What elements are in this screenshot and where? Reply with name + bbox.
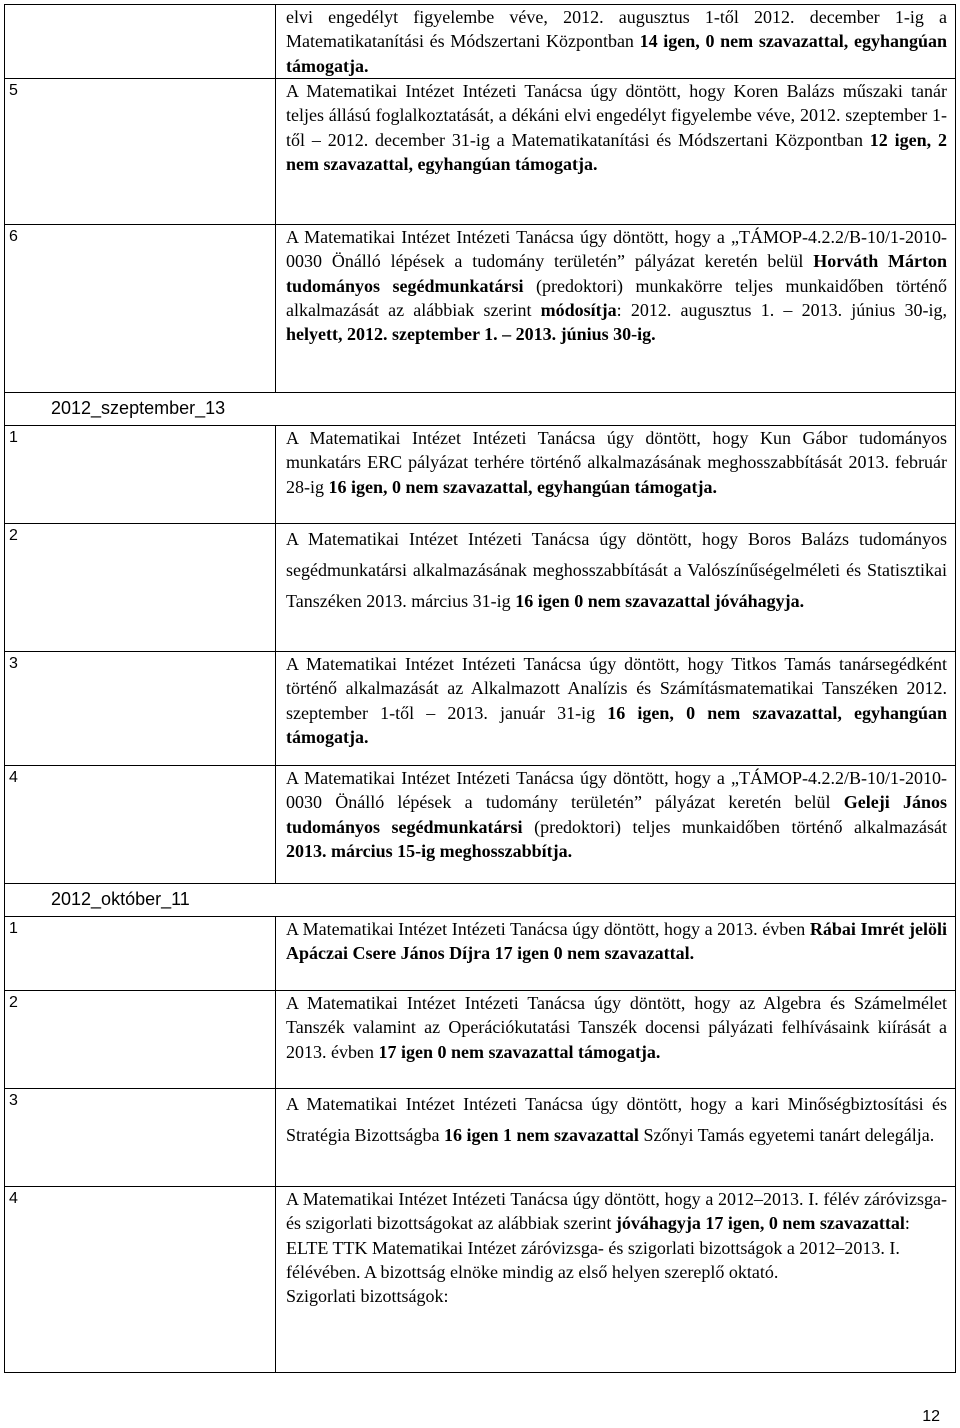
section-row (5, 393, 956, 426)
item-number: 3 (5, 1089, 276, 1187)
item-text (276, 225, 956, 393)
item-number (5, 5, 276, 79)
table-row (5, 991, 956, 1089)
item-number: 1 (5, 917, 276, 991)
bold-text-segment: 16 igen, 0 nem szavazattal, egyhangúan támogatja. (286, 702, 947, 747)
item-number: 4 (5, 766, 276, 884)
resolution-paragraph (286, 1187, 947, 1236)
section-heading: 2012_szeptember_13 (5, 393, 956, 426)
item-text (276, 766, 956, 884)
bold-text-segment: 16 igen 0 nem szavazattal jóváhagyja. (515, 591, 805, 611)
item-text (276, 426, 956, 524)
resolution-paragraph (286, 1089, 947, 1151)
table-row (5, 766, 956, 884)
table-row (5, 225, 956, 393)
text-segment: A Matematikai Intézet Intézeti Tanácsa úgy döntött, hogy Kun Gábor tudományos munkatárs ERC pályázat terhére történő alkalmazásának meghosszabbítását 2013. február 28-ig (286, 428, 947, 497)
text-segment: A Matematikai Intézet Intézeti Tanácsa úgy döntött, hogy a kari Minőségbiztosítási és Stratégia Bizottságba (286, 1094, 947, 1145)
table-row (5, 524, 956, 652)
bold-text-segment: Geleji János tudományos segédmunkatársi (286, 792, 947, 837)
text-segment: A Matematikai Intézet Intézeti Tanácsa úgy döntött, hogy Boros Balázs tudományos segédmunkatársi alkalmazásának meghosszabbítását a Valószínűségelméleti és Statisztikai Tanszéken 2013. március 31-ig (286, 529, 947, 611)
text-segment: A Matematikai Intézet Intézeti Tanácsa úgy döntött, hogy a 2013. évben (286, 919, 810, 939)
text-segment: A Matematikai Intézet Intézeti Tanácsa úgy döntött, hogy a „TÁMOP-4.2.2/B-10/1-2010-0030 Önálló lépések a tudomány területén” pályázat keretén belül (286, 227, 947, 272)
item-text (276, 524, 956, 652)
section-heading: 2012_október_11 (5, 884, 956, 917)
bold-text-segment: módosítja (540, 299, 617, 320)
page-number: 12 (922, 1408, 940, 1425)
extra-paragraph: Szigorlati bizottságok: (286, 1286, 449, 1307)
text-segment: (predoktori) teljes munkaidőben történő alkalmazását (522, 816, 947, 837)
table-row (5, 652, 956, 766)
text-segment: A Matematikai Intézet Intézeti Tanácsa úgy döntött, hogy a „TÁMOP-4.2.2/B-10/1-2010-0030 Önálló lépések a tudomány területén” pályázat keretén belül (286, 768, 947, 813)
table-row (5, 79, 956, 225)
item-number: 1 (5, 426, 276, 524)
bold-text-segment: jóváhagyja 17 igen, 0 nem szavazattal (615, 1213, 905, 1234)
bold-text-segment: 2013. március 15-ig meghosszabbítja. (286, 840, 573, 861)
bold-text-segment: Horváth Márton tudományos segédmunkatársi (286, 251, 948, 296)
item-text (276, 991, 956, 1089)
item-number: 6 (5, 225, 276, 393)
section-row (5, 884, 956, 917)
item-number: 2 (5, 991, 276, 1089)
bold-text-segment: 14 igen, 0 nem szavazattal, egyhangúan támogatja. (286, 31, 947, 76)
table-row (5, 1089, 956, 1187)
table-row (5, 1187, 956, 1373)
bold-text-segment: 16 igen 1 nem szavazattal (443, 1125, 639, 1145)
resolution-paragraph (286, 766, 947, 863)
minutes-table (4, 4, 956, 1373)
bold-text-segment: 16 igen, 0 nem szavazattal, egyhangúan támogatja. (328, 476, 717, 497)
item-text (276, 79, 956, 225)
bold-text-segment: 17 igen 0 nem szavazattal támogatja. (378, 1041, 661, 1062)
item-number: 5 (5, 79, 276, 225)
resolution-paragraph (286, 991, 947, 1064)
bold-text-segment: Rábai Imrét jelöli Apáczai Csere János Díjra 17 igen 0 nem szavazattal. (286, 919, 948, 964)
text-segment: A Matematikai Intézet Intézeti Tanácsa úgy döntött, hogy az Algebra és Számelmélet Tanszék valamint az Operációkutatási Tanszék docensi pályázati felhívásaink kiírását a 2013. évben (286, 993, 947, 1062)
text-segment: A Matematikai Intézet Intézeti Tanácsa úgy döntött, hogy Titkos Tamás tanársegédként történő alkalmazását az Alkalmazott Analízis és Számításmatematikai Tanszéken 2012. szeptember 1-től – 2013. január 31-ig (286, 654, 947, 723)
text-segment: : (904, 1213, 910, 1234)
table-row (5, 917, 956, 991)
item-text (276, 1187, 956, 1373)
resolution-paragraph (286, 79, 947, 176)
table-row (5, 5, 956, 79)
item-text (276, 5, 956, 79)
text-segment: elvi engedélyt figyelembe véve, 2012. augusztus 1-től 2012. december 1-ig a Matematikatanítási és Módszertani Központban (286, 7, 947, 52)
text-segment: Szőnyi Tamás egyetemi tanárt delegálja. (638, 1125, 935, 1145)
item-number: 2 (5, 524, 276, 652)
bold-text-segment: 12 igen, 2 nem szavazattal, egyhangúan támogatja. (286, 129, 947, 174)
resolution-paragraph (286, 524, 947, 617)
text-segment: (predoktori) munkakörre teljes munkaidőben történő alkalmazását az alábbiak szerint (286, 275, 947, 320)
text-segment: : 2012. augusztus 1. – 2013. június 30-ig, (616, 299, 948, 320)
resolution-paragraph (286, 652, 947, 749)
resolution-paragraph (286, 426, 947, 499)
item-number: 4 (5, 1187, 276, 1373)
table-row (5, 426, 956, 524)
item-text (276, 917, 956, 991)
bold-text-segment: helyett, 2012. szeptember 1. – 2013. június 30-ig. (286, 324, 656, 345)
text-segment: A Matematikai Intézet Intézeti Tanácsa úgy döntött, hogy a 2012–2013. I. félév záróvizsga- és szigorlati bizottságokat az alábbiak szerint (286, 1189, 947, 1234)
item-number: 3 (5, 652, 276, 766)
resolution-paragraph (286, 225, 947, 346)
text-segment: A Matematikai Intézet Intézeti Tanácsa úgy döntött, hogy Koren Balázs műszaki tanár teljes állású foglalkoztatását, a dékáni elvi engedélyt figyelembe véve, 2012. szeptember 1-től – 2012. december 31-ig a Matematikatanítási és Módszertani Központban (286, 81, 947, 150)
item-text (276, 652, 956, 766)
extra-paragraph: ELTE TTK Matematikai Intézet záróvizsga- és szigorlati bizottságok a 2012–2013. I. félévében. A bizottság elnöke mindig az első helyen szereplő oktató. (286, 1237, 900, 1282)
item-text (276, 1089, 956, 1187)
resolution-paragraph (286, 5, 947, 78)
minutes-table-body (5, 5, 956, 1373)
resolution-paragraph (286, 917, 947, 966)
